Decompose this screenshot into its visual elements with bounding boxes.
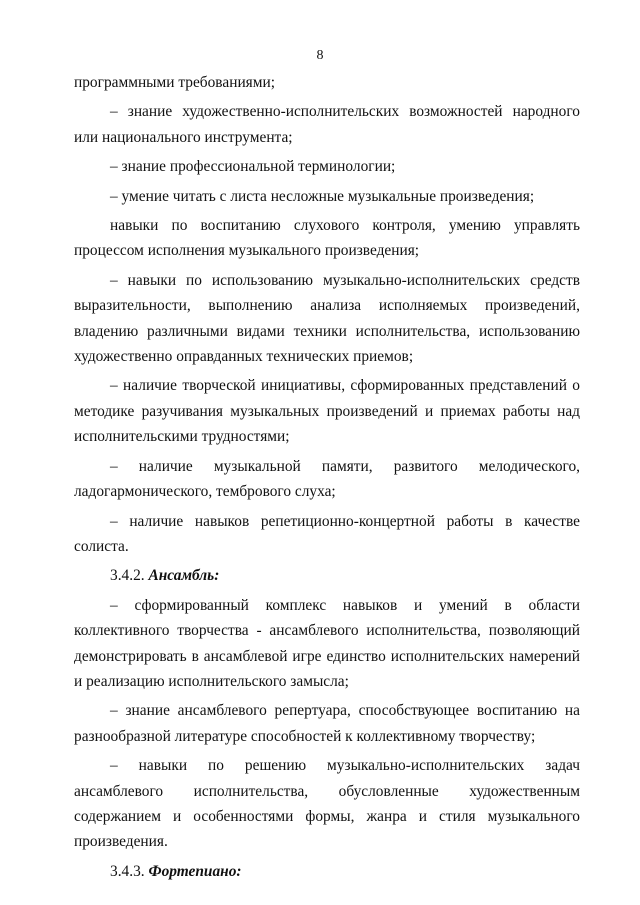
list-item-expressive-means: – навыки по использованию музыкально-исполнительских средств выразительности, выполнению анализа исполняемых произведений, владению различными видами техники исполнительства, использованию художественно оправданных технических приемов; — [74, 271, 580, 366]
list-item-creative-initiative: – наличие творческой инициативы, сформированных представлений о методике разучивания музыкальных произведений и приемах работы над исполнительскими трудностями; — [74, 377, 580, 446]
section-title: Ансамбль: — [148, 567, 220, 585]
list-item-ensemble-skills: – сформированный комплекс навыков и умений в области коллективного творчества - ансамблевого исполнительства, позволяющий демонстрировать в ансамблевой игре единство исполнительских намерений и реализацию исполнительского замысла; — [74, 596, 580, 690]
list-item-ensemble-repertoire: – знание ансамблевого репертуара, способствующее воспитанию на разнообразной литературе способностей к коллективному творчеству; — [74, 702, 580, 745]
paragraph-continuation: программными требованиями; — [74, 74, 276, 91]
page-content — [74, 70, 580, 886]
list-item-ensemble-tasks: – навыки по решению музыкально-исполнительских задач ансамблевого исполнительства, обусловленные художественным содержанием и особенностями формы, жанра и стиля музыкального произведения. — [74, 757, 580, 851]
section-title: Фортепиано: — [148, 862, 242, 880]
section-heading-piano — [74, 859, 580, 884]
list-item-terminology: – знание профессиональной терминологии; — [110, 158, 396, 176]
section-heading-ensemble — [74, 563, 580, 588]
section-number: 3.4.3. — [110, 862, 145, 880]
list-item-sight-reading: – умение читать с листа несложные музыкальные произведения; — [110, 187, 535, 205]
page-number: 8 — [316, 48, 324, 63]
list-item-instrument-knowledge: – знание художественно-исполнительских возможностей народного или национального инструмента; — [74, 103, 580, 146]
list-item-auditory-control: навыки по воспитанию слухового контроля, умению управлять процессом исполнения музыкального произведения; — [74, 217, 580, 260]
section-number: 3.4.2. — [110, 567, 145, 585]
list-item-concert-work: – наличие навыков репетиционно-концертной работы в качестве солиста. — [74, 512, 580, 555]
list-item-musical-memory: – наличие музыкальной памяти, развитого мелодического, ладогармонического, тембрового слуха; — [74, 457, 580, 501]
